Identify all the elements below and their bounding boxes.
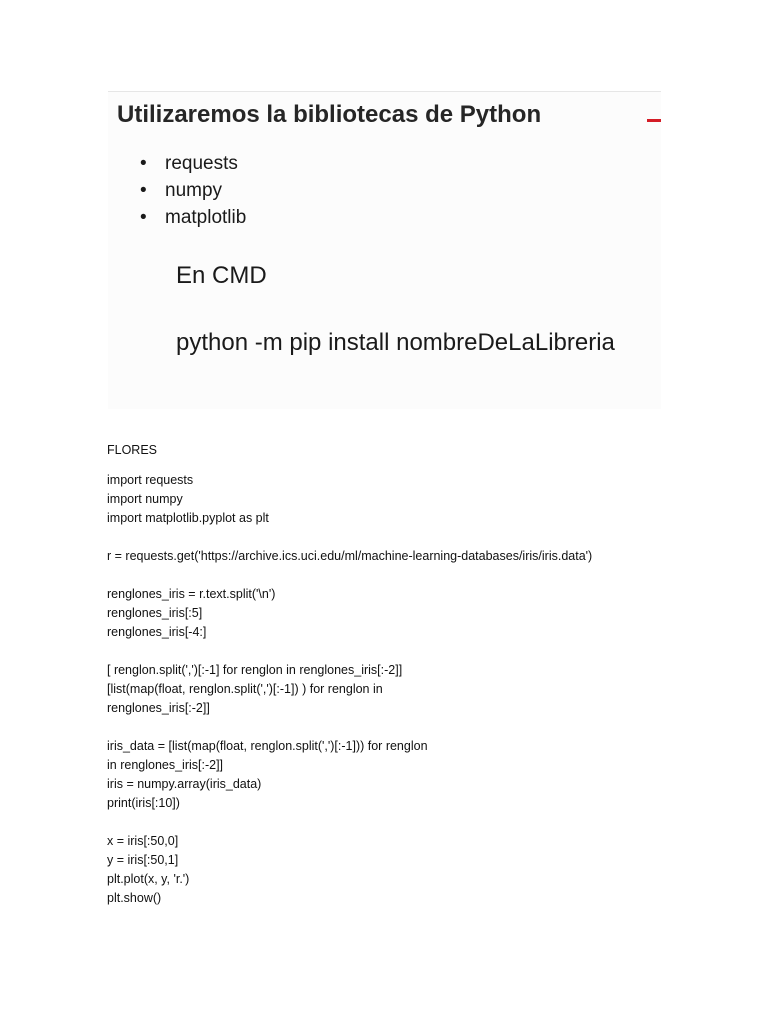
code-block-comprehension bbox=[107, 661, 747, 718]
slide-image bbox=[108, 91, 661, 409]
pip-install-command: python -m pip install nombreDeLaLibreria bbox=[176, 329, 615, 356]
bullet-icon: • bbox=[140, 153, 147, 174]
code-line: x = iris[:50,0] bbox=[107, 834, 179, 848]
code-line: [ renglon.split(',')[:-1] for renglon in renglones_iris[:-2]] bbox=[107, 663, 403, 677]
library-name: numpy bbox=[165, 180, 223, 201]
list-item bbox=[138, 150, 246, 177]
code-line: import matplotlib.pyplot as plt bbox=[107, 511, 269, 525]
code-line: plt.show() bbox=[107, 891, 162, 905]
code-line: plt.plot(x, y, 'r.') bbox=[107, 872, 190, 886]
code-block-numpy bbox=[107, 737, 747, 813]
slide-title: Utilizaremos la bibliotecas de Python bbox=[117, 101, 542, 128]
slide-top-divider bbox=[108, 91, 661, 92]
bullet-icon: • bbox=[140, 180, 147, 201]
list-item bbox=[138, 204, 246, 231]
code-line: print(iris[:10]) bbox=[107, 796, 180, 810]
code-line: iris_data = [list(map(float, renglon.split(',')[:-1])) for renglon bbox=[107, 739, 428, 753]
library-name: matplotlib bbox=[165, 207, 247, 228]
code-line: [list(map(float, renglon.split(',')[:-1]) ) for renglon in bbox=[107, 682, 383, 696]
list-item bbox=[138, 177, 246, 204]
code-block-split bbox=[107, 585, 747, 642]
code-line: renglones_iris[:5] bbox=[107, 606, 203, 620]
code-line: y = iris[:50,1] bbox=[107, 853, 179, 867]
code-line: iris = numpy.array(iris_data) bbox=[107, 777, 262, 791]
code-block-request bbox=[107, 547, 747, 566]
code-line: renglones_iris[-4:] bbox=[107, 625, 207, 639]
code-line: import requests bbox=[107, 473, 194, 487]
code-line: renglones_iris = r.text.split('\n') bbox=[107, 587, 276, 601]
bullet-icon: • bbox=[140, 207, 147, 228]
slide-accent-mark bbox=[647, 119, 661, 122]
code-block-plot bbox=[107, 832, 747, 908]
code-line: r = requests.get('https://archive.ics.uci.edu/ml/machine-learning-databases/iris/iris.data') bbox=[107, 549, 593, 563]
cmd-label: En CMD bbox=[176, 262, 267, 289]
code-line: in renglones_iris[:-2]] bbox=[107, 758, 224, 772]
document-body bbox=[107, 441, 747, 908]
library-name: requests bbox=[165, 153, 238, 174]
code-line: renglones_iris[:-2]] bbox=[107, 701, 210, 715]
library-list bbox=[138, 150, 246, 231]
section-heading: FLORES bbox=[107, 443, 158, 457]
code-line: import numpy bbox=[107, 492, 183, 506]
code-block-imports bbox=[107, 471, 747, 528]
